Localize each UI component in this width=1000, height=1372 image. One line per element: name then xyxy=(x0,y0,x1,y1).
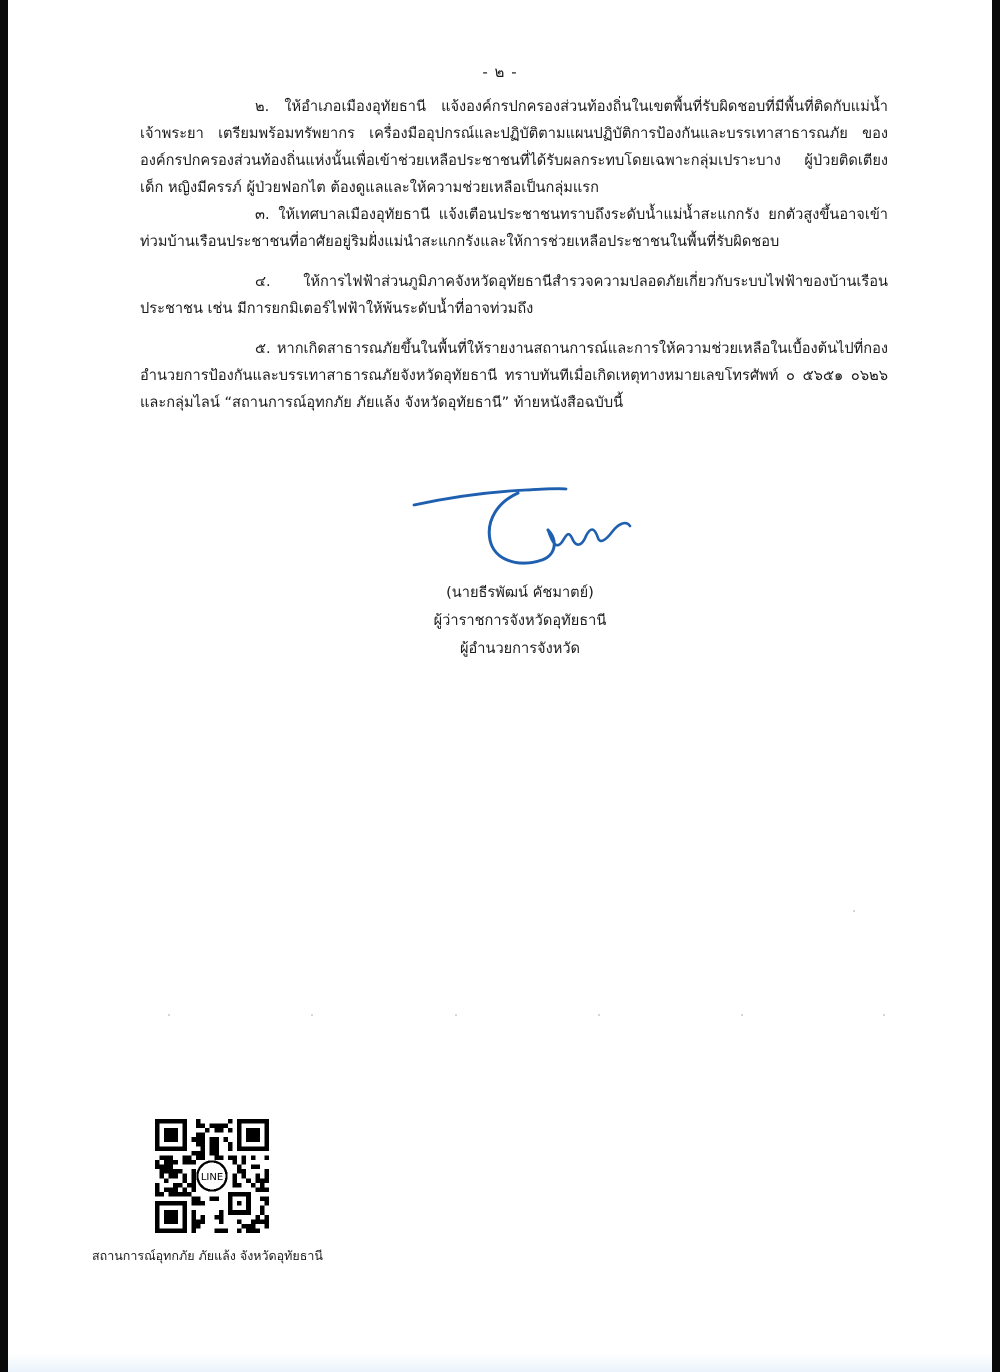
line-qr-code-icon xyxy=(155,1119,269,1233)
paragraph-5: ๕. หากเกิดสาธารณภัยขึ้นในพื้นที่ให้รายงานสถานการณ์และการให้ความช่วยเหลือในเบื้องต้นไปที่กองอำนวยการป้องกันและบรรเทาสาธารณภัยจังหวัดอุทัยธานี ทราบทันทีเมื่อเกิดเหตุทางหมายเลขโทรศัพท์ ๐ ๕๖๕๑ ๐๖๒๖ และกลุ่มไลน์ “สถานการณ์อุทกภัย ภัยแล้ง จังหวัดอุทัยธานี” ท้ายหนังสือฉบับนี้ xyxy=(140,340,888,411)
paragraph-2: ๒. ให้อำเภอเมืองอุทัยธานี แจ้งองค์กรปกครองส่วนท้องถิ่นในเขตพื้นที่รับผิดชอบที่มีพื้นที่ติดกับแม่น้ำเจ้าพระยา เตรียมพร้อมทรัพยากร เครื่องมืออุปกรณ์และปฏิบัติตามแผนปฏิบัติการป้องกันและบรรเทาสาธารณภัย ขององค์กรปกครองส่วนท้องถิ่นแห่งนั้นเพื่อเข้าช่วยเหลือประชาชนที่ได้รับผลกระทบโดยเฉพาะกลุ่มเปราะบาง ผู้ป่วยติดเตียง เด็ก หญิงมีครรภ์ ผู้ป่วยฟอกไต ต้องดูแลและให้ความช่วยเหลือเป็นกลุ่มแรก xyxy=(140,98,888,196)
signer-position: ผู้ว่าราชการจังหวัดอุทัยธานี xyxy=(433,612,607,629)
page-number: - ๒ - xyxy=(482,63,518,81)
handwritten-signature xyxy=(406,478,656,590)
signer-name: (นายธีรพัฒน์ คัชมาตย์) xyxy=(446,584,594,601)
svg-text:LINE: LINE xyxy=(200,1172,224,1184)
qr-caption: สถานการณ์อุทกภัย ภัยแล้ง จังหวัดอุทัยธานี xyxy=(92,1248,323,1263)
page-bottom-edge xyxy=(8,1354,992,1372)
signer-role: ผู้อำนวยการจังหวัด xyxy=(459,640,581,657)
paragraph-3: ๓. ให้เทศบาลเมืองอุทัยธานี แจ้งเตือนประชาชนทราบถึงระดับน้ำแม่น้ำสะแกกรัง ยกตัวสูงขึ้นอาจเข้าท่วมบ้านเรือนประชาชนที่อาศัยอยู่ริมฝั่งแม่นำสะแกกรังและให้การช่วยเหลือประชาชนในพื้นที่รับผิดชอบ xyxy=(140,206,888,250)
signer-block xyxy=(390,579,650,663)
document-body xyxy=(140,93,888,416)
document-page xyxy=(8,0,992,1372)
paragraph-4: ๔. ให้การไฟฟ้าส่วนภูมิภาคจังหวัดอุทัยธานีสำรวจความปลอดภัยเกี่ยวกับระบบไฟฟ้าของบ้านเรือนประชาชน เช่น มีการยกมิเตอร์ไฟฟ้าให้พ้นระดับน้ำที่อาจท่วมถึง xyxy=(140,273,888,317)
